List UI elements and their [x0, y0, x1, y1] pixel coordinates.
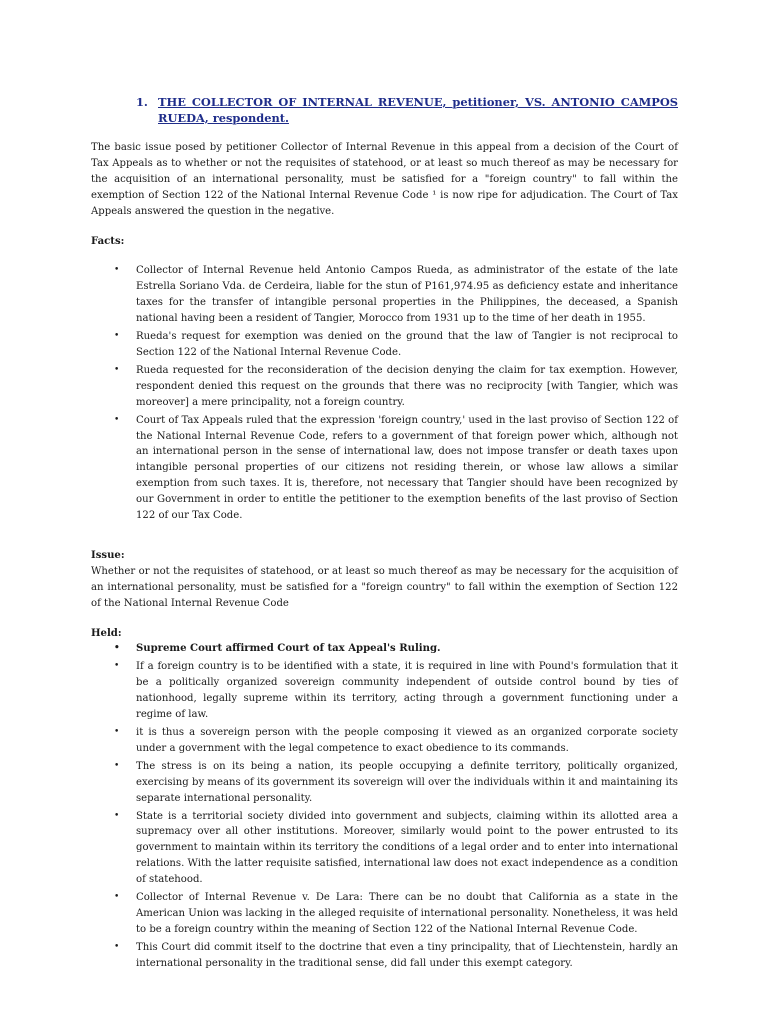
issue-heading: Issue:	[91, 549, 125, 561]
facts-list	[91, 263, 678, 524]
held-item	[91, 759, 678, 807]
facts-item-text: Rueda requested for the reconsideration of the decision denying the claim for tax exemption. However, respondent denied this request on the grounds that there was no reciprocity [with Tangier, which was moreover] a mere principality, not a foreign country.	[136, 364, 678, 408]
section-spacer	[91, 526, 678, 548]
held-item-text: it is thus a sovereign person with the people composing it viewed as an organized corporate society under a government with the legal competence to exact obedience to its commands.	[136, 727, 678, 754]
held-item	[91, 725, 678, 757]
held-item-text: This Court did commit itself to the doctrine that even a tiny principality, that of Liechtenstein, hardly an international personality in the traditional sense, did fall under this exempt category.	[136, 941, 678, 969]
held-item-text: Supreme Court affirmed Court of tax Appeal's Ruling.	[136, 643, 441, 655]
bullet-icon: •	[114, 364, 120, 375]
facts-item	[91, 263, 678, 327]
facts-heading: Facts:	[91, 235, 125, 247]
held-item	[91, 940, 678, 972]
facts-item	[91, 329, 678, 361]
held-heading: Held:	[91, 627, 122, 639]
held-item-text: State is a territorial society divided into government and subjects, claiming within its allotted area a supremacy over all other institutions. Moreover, similarly would point to the power entrusted to its government to maintain within its territory the conditions of a legal order and to enter into international relations. With the latter requisite satisfied, international law does not exact independence as a condition of statehood.	[136, 810, 678, 886]
bullet-icon: •	[114, 760, 120, 771]
held-item	[91, 809, 678, 889]
held-item	[91, 890, 678, 938]
bullet-icon: •	[114, 727, 120, 737]
held-item-text: The stress is on its being a nation, its people occupying a definite territory, politically organized, exercising by means of its government its sovereign will over the individuals within it and maintaining its separate international personality.	[136, 760, 678, 804]
bullet-icon: •	[114, 331, 120, 342]
bullet-icon: •	[114, 265, 120, 276]
bullet-icon: •	[114, 941, 120, 952]
held-item-text: Collector of Internal Revenue v. De Lara: There can be no doubt that California as a state in the American Union was lacking in the alleged requisite of international personality. Nonetheless, it was held to be a foreign country within the meaning of Section 122 of the National Internal Revenue Code.	[136, 892, 678, 935]
held-item-text: If a foreign country is to be identified with a state, it is required in line with Pound's formulation that it be a politically organized sovereign community independent of outside control bound by ties of nationhood, legally supreme within its territory, acting through a government functioning under a regime of law.	[136, 661, 678, 721]
document-content	[91, 94, 678, 974]
bullet-icon: •	[114, 643, 120, 654]
facts-item-text: Rueda's request for exemption was denied on the ground that the law of Tangier is not reciprocal to Section 122 of the National Internal Revenue Code.	[136, 331, 678, 358]
held-item	[91, 659, 678, 723]
held-item	[91, 641, 678, 657]
held-list	[91, 641, 678, 971]
bullet-icon: •	[114, 810, 120, 821]
case-number: 1.	[136, 95, 148, 109]
facts-item	[91, 413, 678, 524]
issue-paragraph: Whether or not the requisites of statehood, or at least so much thereof as may be necessary for the acquisition of an international personality, must be satisfied for a "foreign country" to fall within the exemption of Section 122 of the National Internal Revenue Code	[91, 565, 678, 609]
facts-item	[91, 363, 678, 411]
case-title	[91, 94, 678, 126]
case-title-text: THE COLLECTOR OF INTERNAL REVENUE, petitioner, VS. ANTONIO CAMPOS RUEDA, respondent.	[158, 95, 678, 125]
bullet-icon: •	[114, 892, 120, 903]
intro-paragraph: The basic issue posed by petitioner Collector of Internal Revenue in this appeal from a decision of the Court of Tax Appeals as to whether or not the requisites of statehood, or at least so much thereof as may be necessary for the acquisition of an international personality, must be satisfied for a "foreign country" to fall within the exemption of Section 122 of the National Internal Revenue Code ¹ is now ripe for adjudication. The Court of Tax Appeals answered the question in the negative.	[91, 142, 678, 217]
bullet-icon: •	[114, 661, 120, 672]
bullet-icon: •	[114, 414, 120, 425]
facts-item-text: Collector of Internal Revenue held Antonio Campos Rueda, as administrator of the estate of the late Estrella Soriano Vda. de Cerdeira, liable for the stun of P161,974.95 as deficiency estate and inheritance taxes for the transfer of intangible personal properties in the Philippines, the deceased, a Spanish national having been a resident of Tangier, Morocco from 1931 up to the time of her death in 1955.	[136, 265, 678, 325]
facts-item-text: Court of Tax Appeals ruled that the expression 'foreign country,' used in the last proviso of Section 122 of the National Internal Revenue Code, refers to a government of that foreign power which, although not an international person in the sense of international law, does not impose transfer or death taxes upon intangible personal properties of our citizens not residing therein, or whose law allows a similar exemption from such taxes. It is, therefore, not necessary that Tangier should have been recognized by our Government in order to entitle the petitioner to the exemption benefits of the last proviso of Section 122 of our Tax Code.	[136, 414, 678, 522]
